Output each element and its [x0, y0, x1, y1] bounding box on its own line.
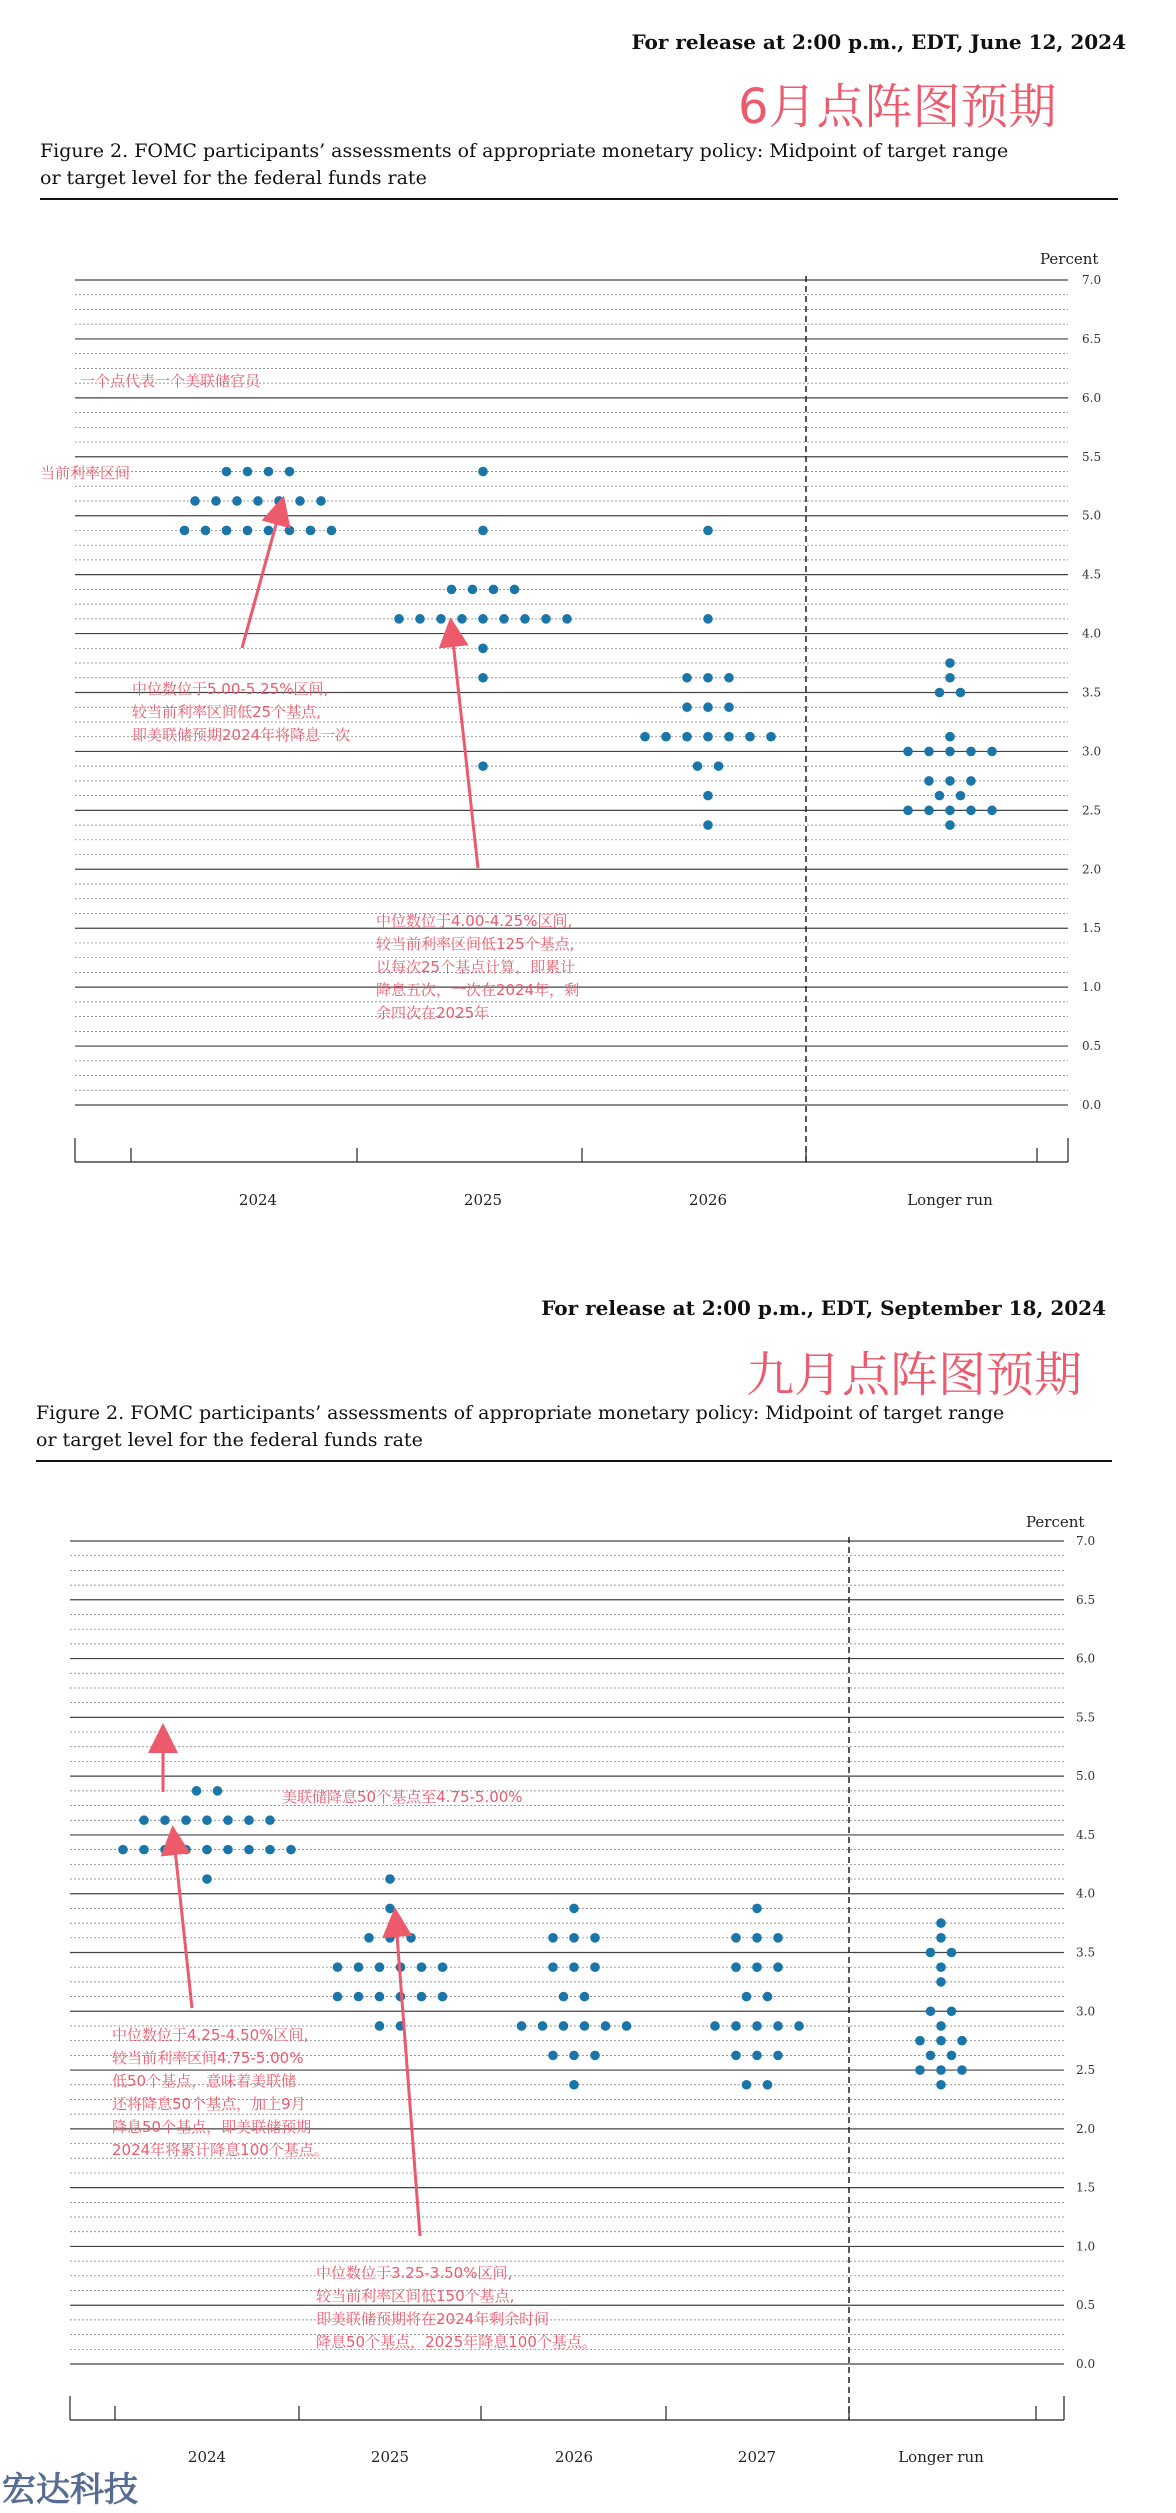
participant-dot	[286, 1845, 296, 1855]
participant-dot	[926, 2051, 936, 2061]
participant-dot	[181, 1845, 191, 1855]
y-tick-label: 1.5	[1082, 921, 1102, 936]
participant-dot	[517, 2021, 527, 2031]
annotation-text: 中位数位于4.25-4.50%区间,	[112, 2026, 309, 2044]
participant-dot	[763, 1992, 773, 2002]
participant-dot	[202, 1815, 212, 1825]
participant-dot	[752, 1904, 762, 1914]
y-tick-label: 0.5	[1082, 1039, 1102, 1054]
participant-dot	[538, 2021, 548, 2031]
y-tick-label: 2.5	[1082, 803, 1102, 818]
x-tick-label: Longer run	[907, 1191, 993, 1209]
participant-dot	[548, 2051, 558, 2061]
y-tick-label: 2.0	[1076, 2121, 1096, 2136]
participant-dot	[548, 1962, 558, 1972]
x-tick-label: 2024	[238, 1191, 278, 1209]
participant-dot	[559, 2021, 569, 2031]
participant-dot	[957, 2036, 967, 2046]
x-tick-label: Longer run	[898, 2448, 984, 2466]
participant-dot	[936, 1918, 946, 1928]
y-tick-label: 4.0	[1082, 626, 1102, 641]
x-tick-label: 2025	[370, 2448, 410, 2466]
annotation-text: 降息五次，一次在2024年，剩	[376, 981, 580, 999]
participant-dot	[139, 1845, 149, 1855]
participant-dot	[569, 2080, 579, 2090]
release-line: For release at 2:00 p.m., EDT, June 12, 2024	[631, 30, 1126, 54]
caption-line-1: Figure 2. FOMC participants’ assessments of appropriate monetary policy: Midpoint of target range	[36, 1402, 1005, 1424]
annotation-text: 余四次在2025年	[376, 1004, 490, 1022]
annotation-text: 中位数位于3.25-3.50%区间,	[316, 2264, 513, 2282]
participant-dot	[223, 1845, 233, 1855]
participant-dot	[202, 1845, 212, 1855]
participant-dot	[947, 2051, 957, 2061]
participant-dot	[385, 1904, 395, 1914]
participant-dot	[773, 2051, 783, 2061]
participant-dot	[265, 1815, 275, 1825]
participant-dot	[731, 2051, 741, 2061]
annotation-text: 降息50个基点，2025年降息100个基点。	[316, 2333, 597, 2351]
y-tick-label: 5.5	[1082, 449, 1102, 464]
chart-cn-title: 九月点阵图预期	[746, 1347, 1083, 1403]
annotation-arrow	[174, 1840, 192, 2008]
participant-dot	[375, 1962, 385, 1972]
y-tick-label: 4.5	[1076, 1827, 1096, 1842]
annotation-text: 当前利率区间	[40, 464, 131, 482]
annotation-text: 即美联储预期2024年将降息一次	[132, 726, 351, 744]
participant-dot	[417, 1962, 427, 1972]
participant-dot	[752, 1933, 762, 1943]
y-tick-label: 1.0	[1076, 2239, 1096, 2254]
participant-dot	[580, 2021, 590, 2031]
y-tick-label: 3.0	[1082, 744, 1102, 759]
y-tick-label: 6.5	[1082, 331, 1102, 346]
participant-dot	[160, 1845, 170, 1855]
caption-line-1: Figure 2. FOMC participants’ assessments of appropriate monetary policy: Midpoint of target range	[40, 140, 1009, 162]
annotation-arrow	[396, 1922, 420, 2236]
y-tick-label: 7.0	[1076, 1534, 1096, 1548]
participant-dot	[590, 1962, 600, 1972]
participant-dot	[915, 2036, 925, 2046]
participant-dot	[590, 2051, 600, 2061]
y-tick-label: 0.5	[1076, 2298, 1096, 2313]
x-tick-label: 2025	[463, 1191, 503, 1209]
y-tick-label: 3.0	[1076, 2004, 1096, 2019]
y-tick-label: 0.0	[1076, 2357, 1096, 2371]
annotation-text: 低50个基点，意味着美联储	[112, 2072, 297, 2090]
annotation-text: 中位数位于4.00-4.25%区间,	[376, 912, 573, 930]
participant-dot	[926, 1948, 936, 1958]
y-tick-label: 5.0	[1082, 508, 1102, 523]
participant-dot	[936, 1977, 946, 1987]
annotation-text: 中位数位于5.00-5.25%区间,	[132, 680, 329, 698]
participant-dot	[569, 1904, 579, 1914]
participant-dot	[223, 1815, 233, 1825]
participant-dot	[957, 2065, 967, 2075]
participant-dot	[569, 1962, 579, 1972]
x-tick-label: 2026	[688, 1191, 728, 1209]
participant-dot	[590, 1933, 600, 1943]
participant-dot	[559, 1992, 569, 2002]
y-tick-label: 5.0	[1076, 1769, 1096, 1784]
participant-dot	[752, 2021, 762, 2031]
y-tick-label: 2.5	[1076, 2063, 1096, 2078]
participant-dot	[438, 1962, 448, 1972]
participant-dot	[915, 2065, 925, 2075]
chart-cn-title: 6月点阵图预期	[738, 79, 1057, 135]
participant-dot	[794, 2021, 804, 2031]
annotation-text: 以每次25个基点计算，即累计	[376, 958, 576, 976]
watermark-logo: 宏达科技	[2, 2470, 138, 2510]
annotation-text: 即美联储预期将在2024年剩余时间	[316, 2310, 550, 2328]
caption-line-2: or target level for the federal funds rate	[36, 1429, 423, 1451]
annotation-text: 较当前利率区间低25个基点,	[132, 703, 321, 721]
annotation-text: 较当前利率区间低150个基点,	[316, 2287, 515, 2305]
participant-dot	[936, 1962, 946, 1972]
participant-dot	[580, 1992, 590, 2002]
participant-dot	[773, 2021, 783, 2031]
participant-dot	[385, 1933, 395, 1943]
participant-dot	[139, 1815, 149, 1825]
y-tick-label: 0.0	[1082, 1098, 1102, 1112]
participant-dot	[202, 1874, 212, 1884]
participant-dot	[947, 1948, 957, 1958]
participant-dot	[244, 1845, 254, 1855]
participant-dot	[438, 1992, 448, 2002]
participant-dot	[731, 1933, 741, 1943]
y-tick-label: 1.5	[1076, 2180, 1096, 2195]
annotation-text: 较当前利率区间4.75-5.00%	[112, 2049, 304, 2067]
participant-dot	[375, 1992, 385, 2002]
y-axis-label: Percent	[1040, 250, 1099, 268]
y-tick-label: 3.5	[1076, 1945, 1096, 1960]
participant-dot	[406, 1933, 416, 1943]
participant-dot	[622, 2021, 632, 2031]
y-tick-label: 3.5	[1082, 685, 1102, 700]
x-tick-label: 2026	[554, 2448, 594, 2466]
participant-dot	[569, 2051, 579, 2061]
annotation-text: 一个点代表一个美联储官员	[80, 372, 261, 390]
participant-dot	[181, 1815, 191, 1825]
participant-dot	[936, 2080, 946, 2090]
caption-line-2: or target level for the federal funds rate	[40, 167, 427, 189]
participant-dot	[936, 1933, 946, 1943]
participant-dot	[569, 1933, 579, 1943]
participant-dot	[936, 2065, 946, 2075]
release-line: For release at 2:00 p.m., EDT, September 18, 2024	[541, 1296, 1106, 1320]
participant-dot	[947, 2006, 957, 2016]
participant-dot	[192, 1786, 202, 1796]
x-tick-label: 2027	[737, 2448, 777, 2466]
participant-dot	[354, 1962, 364, 1972]
y-tick-label: 4.0	[1076, 1886, 1096, 1901]
x-tick-label: 2024	[187, 2448, 227, 2466]
participant-dot	[354, 1992, 364, 2002]
participant-dot	[265, 1845, 275, 1855]
annotation-text: 还将降息50个基点，加上9月	[112, 2095, 306, 2113]
participant-dot	[926, 2006, 936, 2016]
participant-dot	[213, 1786, 223, 1796]
y-tick-label: 6.0	[1082, 390, 1102, 405]
participant-dot	[773, 1962, 783, 1972]
participant-dot	[731, 1962, 741, 1972]
participant-dot	[936, 2021, 946, 2031]
participant-dot	[548, 1933, 558, 1943]
participant-dot	[118, 1845, 128, 1855]
y-tick-label: 4.5	[1082, 567, 1102, 582]
participant-dot	[731, 2021, 741, 2031]
y-tick-label: 7.0	[1082, 273, 1102, 287]
participant-dot	[763, 2080, 773, 2090]
participant-dot	[364, 1933, 374, 1943]
annotation-text: 美联储降息50个基点至4.75-5.00%	[282, 1788, 523, 1806]
annotation-text: 较当前利率区间低125个基点,	[376, 935, 575, 953]
y-tick-label: 5.5	[1076, 1710, 1096, 1725]
participant-dot	[417, 1992, 427, 2002]
participant-dot	[160, 1815, 170, 1825]
participant-dot	[752, 1962, 762, 1972]
y-tick-label: 1.0	[1082, 980, 1102, 995]
annotation-text: 降息50个基点，即美联储预期	[112, 2118, 312, 2136]
participant-dot	[244, 1815, 254, 1825]
participant-dot	[936, 2036, 946, 2046]
participant-dot	[773, 1933, 783, 1943]
participant-dot	[333, 1992, 343, 2002]
y-tick-label: 2.0	[1082, 862, 1102, 877]
participant-dot	[710, 2021, 720, 2031]
participant-dot	[375, 2021, 385, 2031]
y-tick-label: 6.0	[1076, 1651, 1096, 1666]
participant-dot	[742, 2080, 752, 2090]
participant-dot	[333, 1962, 343, 1972]
participant-dot	[601, 2021, 611, 2031]
y-axis-label: Percent	[1026, 1513, 1085, 1531]
y-tick-label: 6.5	[1076, 1592, 1096, 1607]
participant-dot	[752, 2051, 762, 2061]
participant-dot	[385, 1874, 395, 1884]
annotation-text: 2024年将累计降息100个基点。	[112, 2141, 329, 2159]
participant-dot	[742, 1992, 752, 2002]
